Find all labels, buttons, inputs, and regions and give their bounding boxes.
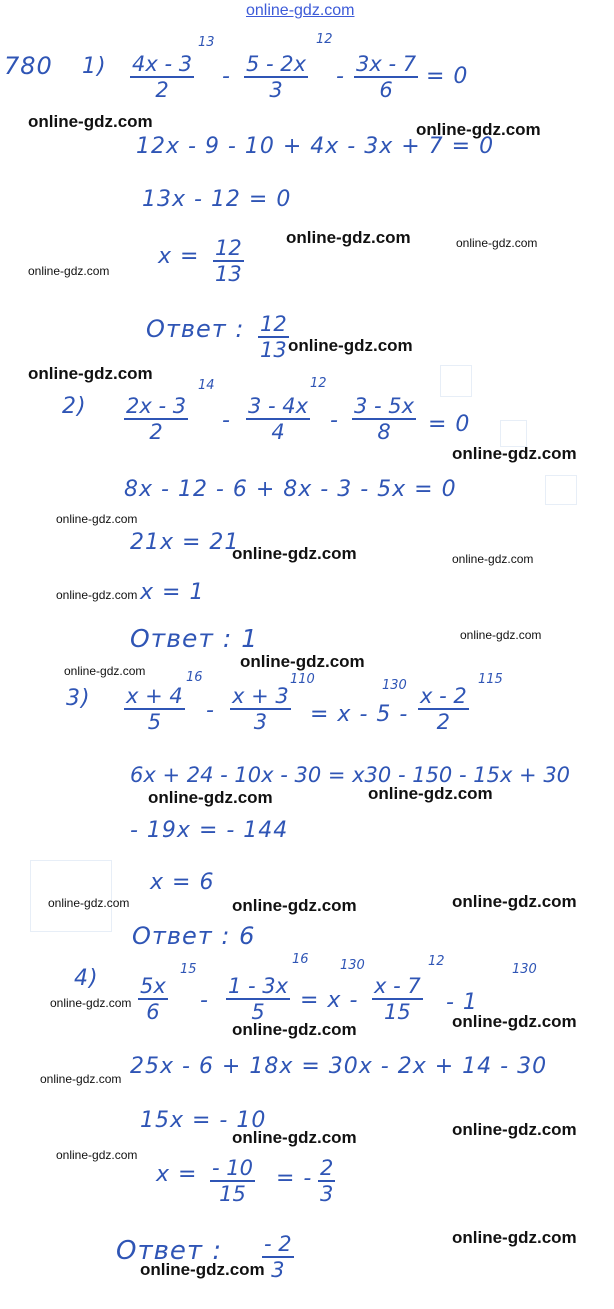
p4-mult3: 12	[428, 954, 445, 969]
numerator: 2	[320, 1156, 334, 1180]
p1-x-frac	[213, 236, 244, 286]
p3-step1: 6x + 24 - 10x - 30 = x30 - 150 - 15x + 30	[130, 763, 571, 787]
p1-term1	[130, 52, 194, 102]
p4-mid: = x -	[300, 988, 359, 1013]
p1-term2	[244, 52, 308, 102]
watermark: online-gdz.com	[56, 588, 138, 602]
denominator: 5	[147, 710, 162, 734]
p1-mult1: 13	[198, 35, 215, 50]
numerator: 5x	[140, 974, 166, 998]
p3-mult3: 115	[478, 672, 503, 687]
watermark: online-gdz.com	[456, 236, 538, 250]
p1-answer-label: Ответ :	[146, 315, 245, 343]
denominator: 4	[271, 420, 285, 444]
part-1-label: 1)	[82, 54, 107, 79]
watermark: online-gdz.com	[50, 996, 132, 1010]
numerator: - 2	[264, 1232, 292, 1256]
minus-sign: -	[336, 64, 345, 89]
watermark: online-gdz.com	[28, 112, 153, 131]
p4-step2: 15x = - 10	[140, 1108, 267, 1133]
p4-mult2: 16	[292, 952, 309, 967]
minus-sign: -	[330, 408, 339, 433]
denominator: 2	[155, 78, 169, 102]
watermark: online-gdz.com	[232, 1128, 357, 1147]
p2-mult2: 12	[310, 376, 327, 391]
watermark: online-gdz.com	[64, 664, 146, 678]
watermark: online-gdz.com	[416, 120, 541, 139]
denominator: 13	[260, 338, 287, 362]
watermark: online-gdz.com	[286, 228, 411, 247]
denominator: 3	[269, 78, 283, 102]
p3-mult1: 16	[186, 670, 203, 685]
p4-term1	[138, 974, 168, 1024]
watermark: online-gdz.com	[232, 1020, 357, 1039]
p4-x-frac1	[210, 1156, 255, 1206]
p1-step1: 12x - 9 - 10 + 4x - 3x + 7 = 0	[136, 134, 495, 159]
watermark: online-gdz.com	[232, 896, 357, 915]
numerator: x - 7	[374, 974, 421, 998]
numerator: 4x - 3	[132, 52, 193, 76]
denominator: 2	[436, 710, 451, 734]
watermark: online-gdz.com	[232, 544, 357, 563]
p4-step1: 25x - 6 + 18x = 30x - 2x + 14 - 30	[130, 1054, 548, 1079]
denominator: 6	[379, 78, 393, 102]
watermark: online-gdz.com	[368, 784, 493, 803]
p3-mid-mult: 130	[382, 678, 407, 693]
minus-sign: -	[222, 408, 231, 433]
problem-number: 780	[4, 52, 53, 80]
numerator: 3x - 7	[356, 52, 417, 76]
minus-sign: -	[222, 64, 231, 89]
watermark: online-gdz.com	[240, 652, 365, 671]
numerator: x - 2	[420, 684, 467, 708]
p4-term2	[226, 974, 290, 1024]
numerator: x + 3	[232, 684, 289, 708]
watermark: online-gdz.com	[28, 364, 153, 383]
p1-answer-frac	[258, 312, 289, 362]
watermark: online-gdz.com	[452, 1228, 577, 1247]
p3-term1	[124, 684, 185, 734]
numerator: x + 4	[126, 684, 183, 708]
denominator: 13	[215, 262, 242, 286]
p4-x-lhs: x =	[156, 1162, 198, 1187]
p2-mult1: 14	[198, 378, 215, 393]
p4-tail: - 1	[446, 990, 478, 1015]
numerator: 3 - 5x	[354, 394, 415, 418]
grid-patch	[545, 475, 577, 505]
denominator: 15	[219, 1182, 246, 1206]
watermark: online-gdz.com	[452, 444, 577, 463]
p3-step2: - 19x = - 144	[130, 818, 289, 843]
minus-sign: -	[200, 988, 209, 1013]
p4-x-eq: = -	[276, 1166, 313, 1191]
p3-mult2: 110	[290, 672, 315, 687]
denominator: 3	[253, 710, 268, 734]
p2-rhs: = 0	[428, 412, 471, 437]
p1-mult2: 12	[316, 32, 333, 47]
denominator: 5	[251, 1000, 265, 1024]
watermark: online-gdz.com	[140, 1260, 265, 1279]
p2-term1	[124, 394, 188, 444]
part-2-label: 2)	[62, 394, 87, 419]
p2-step2: 21x = 21	[130, 530, 240, 555]
p4-term3	[372, 974, 423, 1024]
numerator: 1 - 3x	[228, 974, 289, 998]
watermark: online-gdz.com	[40, 1072, 122, 1086]
watermark: online-gdz.com	[148, 788, 273, 807]
header-watermark[interactable]: online-gdz.com	[246, 2, 355, 19]
p4-answer-label: Ответ :	[116, 1236, 223, 1266]
watermark: online-gdz.com	[48, 896, 130, 910]
part-3-label: 3)	[66, 686, 91, 711]
watermark: online-gdz.com	[460, 628, 542, 642]
p4-x-frac2	[318, 1156, 335, 1206]
watermark: online-gdz.com	[452, 1120, 577, 1139]
numerator: - 10	[212, 1156, 253, 1180]
p1-step2: 13x - 12 = 0	[142, 187, 292, 212]
watermark: online-gdz.com	[28, 264, 110, 278]
p2-step1: 8x - 12 - 6 + 8x - 3 - 5x = 0	[124, 477, 457, 502]
grid-patch	[440, 365, 472, 397]
p1-rhs: = 0	[426, 64, 469, 89]
numerator: 2x - 3	[126, 394, 187, 418]
numerator: 3 - 4x	[248, 394, 309, 418]
p1-term3	[354, 52, 418, 102]
p2-x-line: x = 1	[140, 580, 205, 605]
watermark: online-gdz.com	[288, 336, 413, 355]
denominator: 2	[149, 420, 163, 444]
p4-mult1: 15	[180, 962, 197, 977]
numerator: 5 - 2x	[246, 52, 307, 76]
p2-answer: Ответ : 1	[130, 624, 259, 653]
denominator: 3	[271, 1258, 285, 1282]
p3-mid: = x - 5 -	[310, 702, 409, 727]
numerator: 12	[260, 312, 287, 336]
watermark: online-gdz.com	[452, 552, 534, 566]
p4-answer-frac	[262, 1232, 294, 1282]
p3-x-line: x = 6	[150, 870, 215, 895]
denominator: 6	[146, 1000, 160, 1024]
watermark: online-gdz.com	[56, 512, 138, 526]
denominator: 8	[377, 420, 391, 444]
numerator: 12	[215, 236, 242, 260]
p1-x-lhs: x =	[158, 244, 200, 269]
grid-patch	[500, 420, 527, 447]
p2-term2	[246, 394, 310, 444]
watermark: online-gdz.com	[452, 1012, 577, 1031]
minus-sign: -	[206, 698, 215, 723]
denominator: 15	[383, 1000, 411, 1024]
p4-tail-mult: 130	[512, 962, 537, 977]
p4-mid-mult: 130	[340, 958, 365, 973]
p3-term3	[418, 684, 469, 734]
p3-term2	[230, 684, 291, 734]
denominator: 3	[320, 1182, 334, 1206]
watermark: online-gdz.com	[452, 892, 577, 911]
p2-term3	[352, 394, 416, 444]
p3-answer: Ответ : 6	[132, 922, 256, 950]
watermark: online-gdz.com	[56, 1148, 138, 1162]
part-4-label: 4)	[74, 966, 99, 991]
